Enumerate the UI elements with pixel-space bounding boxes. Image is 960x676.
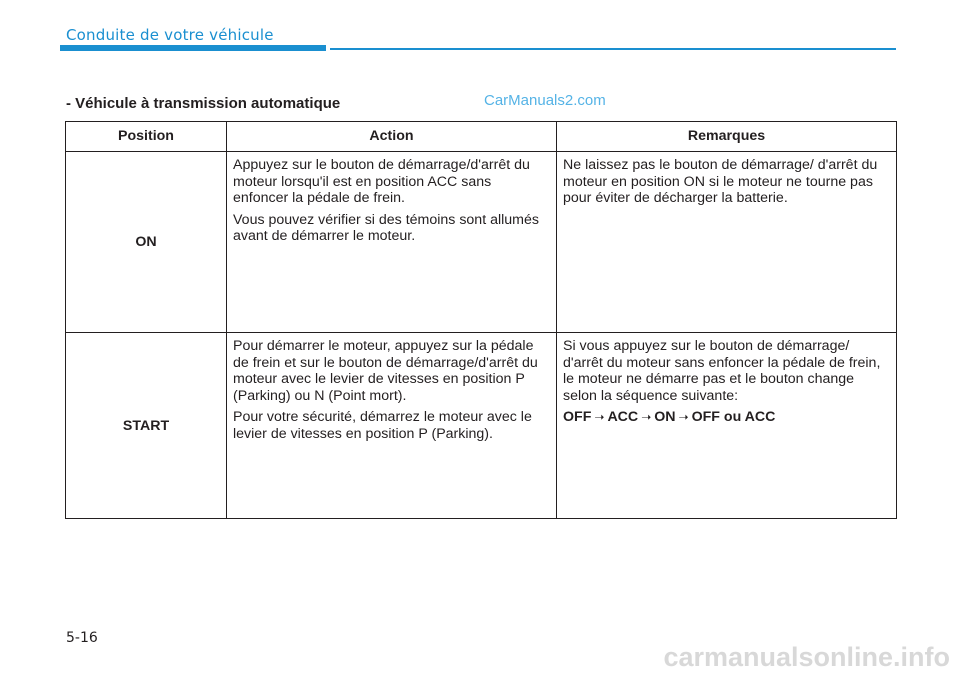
arrow-right-icon: ➝ [678, 410, 689, 424]
action-paragraph: Vous pouvez vérifier si des témoins sont allumés avant de démarrer le moteur. [233, 211, 539, 244]
position-cell: START [66, 333, 227, 519]
sequence-step: OFF ou ACC [691, 409, 776, 425]
start-button-table [65, 121, 897, 519]
column-header-remarks: Remarques [557, 122, 897, 152]
column-header-position: Position [66, 122, 227, 152]
remarks-cell [557, 333, 897, 519]
action-cell [227, 152, 557, 333]
action-cell [227, 333, 557, 519]
page-number: 5-16 [66, 630, 98, 646]
remarks-paragraph: Si vous appuyez sur le bouton de démarrage/ d'arrêt du moteur sans enfoncer la pédale de frein, le moteur ne démarre pas et le bouton change selon la séquence suivante: [563, 338, 881, 404]
arrow-right-icon: ➝ [641, 410, 652, 424]
table-header-row [66, 122, 897, 152]
section-header-title: Conduite de votre véhicule [66, 26, 274, 44]
position-cell: ON [66, 152, 227, 333]
mode-sequence [563, 409, 890, 426]
table-row-start [66, 333, 897, 519]
action-paragraph: Pour démarrer le moteur, appuyez sur la pédale de frein et sur le bouton de démarrage/d'arrêt du moteur avec le levier de vitesses en position P (Parking) ou N (Point mort). [233, 338, 538, 404]
arrow-right-icon: ➝ [594, 410, 605, 424]
remarks-paragraph: Ne laissez pas le bouton de démarrage/ d'arrêt du moteur en position ON si le moteur ne tourne pas pour éviter de décharger la batterie. [563, 157, 878, 206]
table-row-on [66, 152, 897, 333]
header-rule-thin [330, 48, 896, 50]
watermark-bottom: carmanualsonline.info [663, 642, 950, 672]
column-header-action: Action [227, 122, 557, 152]
sequence-step: ON [654, 409, 676, 425]
action-paragraph: Appuyez sur le bouton de démarrage/d'arrêt du moteur lorsqu'il est en position ACC sans enfoncer la pédale de frein. [233, 157, 530, 206]
header-rule-thick [60, 45, 326, 51]
sequence-step: ACC [607, 409, 639, 425]
watermark-top: CarManuals2.com [484, 92, 606, 109]
sequence-step: OFF [563, 409, 592, 425]
remarks-cell [557, 152, 897, 333]
subsection-title: - Véhicule à transmission automatique [66, 95, 341, 112]
action-paragraph: Pour votre sécurité, démarrez le moteur avec le levier de vitesses en position P (Parking). [233, 409, 532, 442]
